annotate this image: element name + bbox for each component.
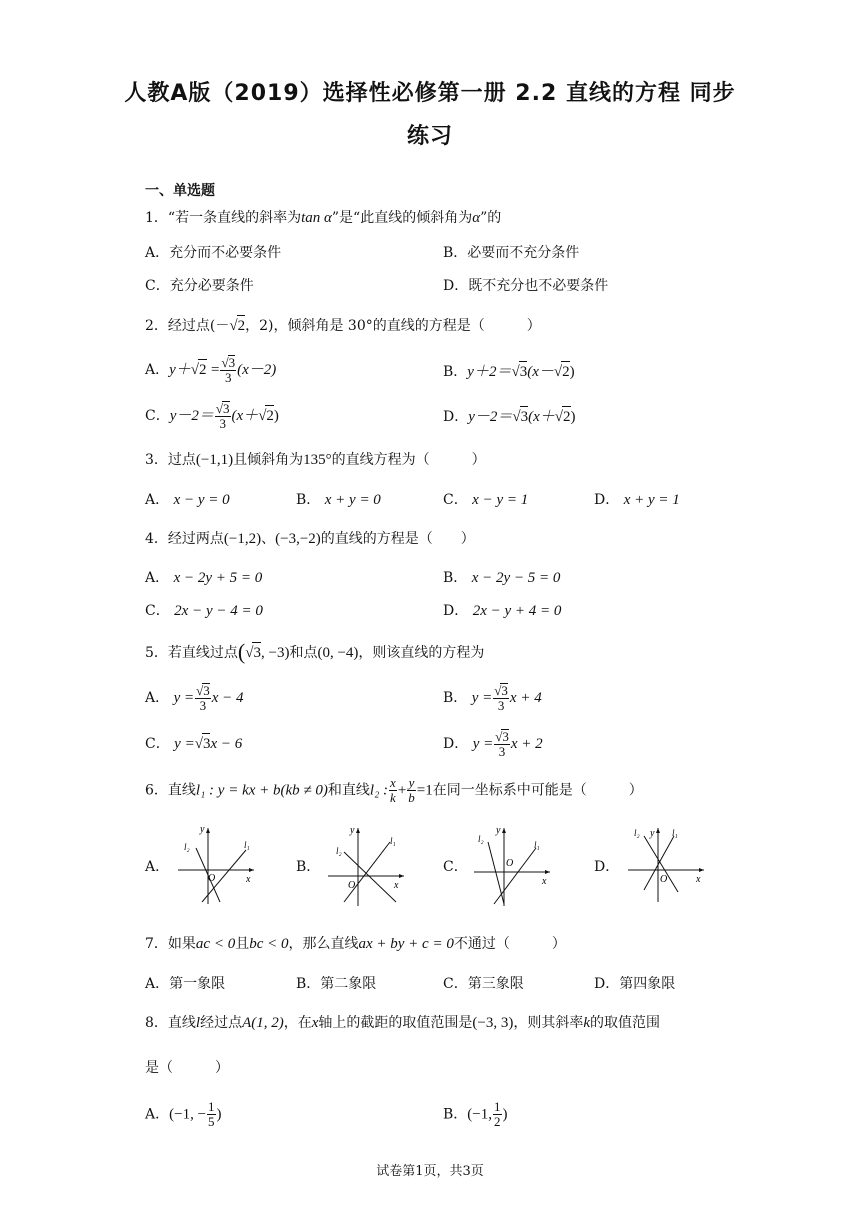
question-1-option-a: A．充分而不必要条件 [145, 245, 282, 261]
question-1-option-d: D．既不充分也不必要条件 [443, 278, 609, 294]
question-8-option-b: B．(−1, $\frac{1}{2}$ ) [443, 1099, 508, 1129]
question-7-option-a: A．第一象限 [145, 976, 226, 992]
graph-a-l1-label: l₁ [244, 840, 250, 850]
question-4-option-d: D． 2x − y + 4 = 0 [443, 603, 562, 619]
question-6-stem: 6．直线l₁ : y = kx + b(kb ≠ 0)和直线l₂ : $\frac{x}{k}$ + $\frac{y}{b}$ =1在同一坐标系中可能是（ ） [145, 775, 643, 805]
graph-a-x-arrow [249, 868, 254, 872]
graph-c [470, 822, 556, 908]
question-1-option-c: C．充分必要条件 [145, 278, 254, 294]
graph-a-l2-label: l₂ [184, 842, 190, 852]
graph-c-line-l2 [488, 842, 504, 904]
graph-d [624, 822, 710, 908]
graph-c-origin: O [506, 858, 514, 869]
question-3-option-a: A． x − y = 0 [145, 492, 230, 508]
page-title-line1: 人教A版（2019）选择性必修第一册 2.2 直线的方程 同步 [124, 81, 736, 106]
graph-b-origin: O [348, 880, 356, 891]
question-7-option-d: D．第四象限 [594, 976, 676, 992]
graph-c-x-label: x [542, 876, 547, 887]
question-4-option-a: A． x − 2y + 5 = 0 [145, 570, 263, 586]
question-5-option-a: A． y = $\frac{√3}{3}$ x − 4 [145, 683, 244, 713]
graph-d-y-label: y [650, 828, 655, 839]
question-6-option-c: C． [443, 859, 468, 875]
graph-b-l2-label: l₂ [336, 846, 342, 856]
question-3-option-b: B． x + y = 0 [296, 492, 381, 508]
graph-b [322, 822, 408, 908]
graph-d-origin: O [660, 874, 668, 885]
graph-b-line-l1 [344, 842, 390, 902]
question-2-option-d: D．y－2＝√3(x＋√2) [443, 406, 576, 427]
graph-d-x-label: x [696, 874, 701, 885]
graph-a-y-label: y [200, 824, 205, 835]
question-2-option-a: A．y＋√2 = $\frac{√3}{3}$ (x－2) [145, 355, 277, 385]
question-4-stem: 4．经过两点(−1,2)、(−3,−2)的直线的方程是（ ） [145, 531, 475, 547]
graph-c-l1-label: l₁ [534, 840, 540, 850]
page-footer: 试卷第1页，共3页 [376, 1164, 484, 1179]
question-7-option-c: C．第三象限 [443, 976, 524, 992]
graph-a-x-label: x [246, 874, 251, 885]
question-4-option-b: B． x − 2y − 5 = 0 [443, 570, 561, 586]
graph-a-origin: O [208, 873, 216, 884]
graph-c-y-label: y [496, 825, 501, 836]
question-8-stem: 8．直线l经过点A(1, 2)，在x轴上的截距的取值范围是(−3, 3)，则其斜率k的取值范围 [145, 1015, 661, 1031]
graph-b-y-label: y [350, 825, 355, 836]
graph-d-l1-label: l₁ [672, 828, 678, 838]
section-heading: 一、单选题 [145, 183, 215, 199]
question-4-option-c: C． 2x − y − 4 = 0 [145, 603, 263, 619]
graph-b-line-l2 [344, 852, 396, 902]
question-6-option-d: D． [594, 859, 620, 875]
question-5-stem: 5．若直线过点(√3, −3)和点(0, −4)，则该直线的方程为 [145, 639, 485, 664]
graph-c-x-arrow [545, 870, 550, 874]
graph-a-y-arrow [206, 828, 210, 833]
graph-b-l1-label: l₁ [390, 836, 396, 846]
question-5-option-b: B． y = $\frac{√3}{3}$ x + 4 [443, 683, 542, 713]
graph-c-line-l1 [494, 848, 536, 904]
graph-b-x-arrow [399, 874, 404, 878]
page-title-line2: 练习 [406, 124, 453, 149]
question-2-option-b: B．y＋2＝√3(x－√2) [443, 361, 575, 382]
graph-b-x-label: x [394, 880, 399, 891]
question-6-option-b: B． [296, 859, 321, 875]
question-2-option-c: C．y－2＝ $\frac{√3}{3}$ (x＋√2) [145, 401, 279, 431]
question-8-stem-cont: 是（ ） [145, 1060, 229, 1076]
graph-a [172, 822, 258, 908]
graph-b-y-arrow [356, 828, 360, 833]
question-5-option-d: D． y = $\frac{√3}{3}$ x + 2 [443, 729, 543, 759]
graph-c-y-arrow [502, 828, 506, 833]
graph-d-y-arrow [656, 828, 660, 833]
question-3-stem: 3．过点(−1,1)且倾斜角为135°的直线方程为（ ） [145, 452, 486, 468]
graph-d-l2-label: l₂ [634, 828, 640, 838]
graph-d-x-arrow [699, 868, 704, 872]
question-5-option-c: C． y =√3x − 6 [145, 733, 242, 754]
question-7-stem: 7．如果ac < 0且bc < 0，那么直线ax + by + c = 0不通过（ ） [145, 936, 566, 952]
question-7-option-b: B．第二象限 [296, 976, 377, 992]
question-2-stem: 2．经过点(－√2，2)，倾斜角是 30°的直线的方程是（ ） [145, 315, 541, 336]
graph-c-l2-label: l₂ [478, 834, 484, 844]
question-1-option-b: B．必要而不充分条件 [443, 245, 580, 261]
question-1-stem: 1．“若一条直线的斜率为tan α”是“此直线的倾斜角为α”的 [145, 210, 502, 226]
question-3-option-d: D． x + y = 1 [594, 492, 680, 508]
question-6-option-a: A． [145, 859, 170, 875]
question-8-option-a: A．(−1, − $\frac{1}{5}$ ) [145, 1099, 222, 1129]
question-3-option-c: C． x − y = 1 [443, 492, 529, 508]
